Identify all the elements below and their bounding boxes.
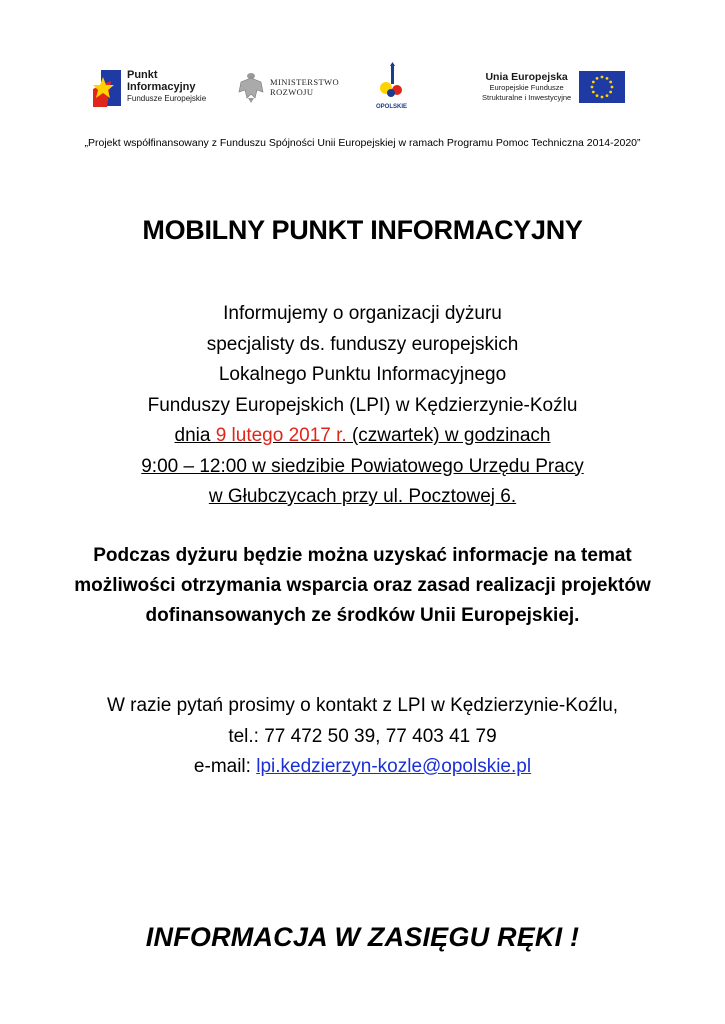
opolskie-logo: [376, 62, 407, 112]
eu-flag-icon: [579, 71, 625, 103]
logo-bar: [0, 62, 725, 122]
support-line-3: dofinansowanych ze środków Unii Europejskiej.: [145, 605, 580, 626]
project-cofinancing-note: „Projekt współfinansowany z Funduszu Spójności Unii Europejskiej w ramach Programu Pomoc Techniczna 2014-2020”: [84, 137, 641, 149]
email-link[interactable]: lpi.kedzierzyn-kozle@opolskie.pl: [256, 756, 532, 777]
info-line-2: specjalisty ds. funduszy europejskich: [206, 333, 519, 355]
opolskie-emblem-icon: [377, 62, 407, 103]
page-title: MOBILNY PUNKT INFORMACYJNY: [142, 215, 583, 245]
support-line-2: możliwości otrzymania wsparcia oraz zasad realizacji projektów: [74, 575, 651, 596]
info-line-5-prefix: dnia: [174, 425, 216, 446]
contact-line-1: W razie pytań prosimy o kontakt z LPI w Kędzierzynie-Koźlu,: [106, 695, 619, 716]
contact-paragraph: [0, 691, 725, 783]
ministerstwo-rozwoju-logo: [238, 62, 339, 112]
opolskie-label: OPOLSKIE: [376, 104, 408, 110]
support-info-paragraph: [0, 541, 725, 631]
punkt-informacyjny-logo: [93, 62, 206, 112]
eagle-emblem-icon: [238, 70, 264, 104]
punkt-informacyjny-mark-icon: [93, 67, 123, 107]
email-label: e-mail:: [193, 756, 257, 777]
ue-line-3: Strukturalne i Inwestycyjne: [482, 92, 572, 102]
info-line-3: Lokalnego Punktu Informacyjnego: [218, 364, 507, 385]
event-date: 9 lutego 2017 r.: [215, 425, 347, 446]
info-line-5-suffix: (czwartek) w godzinach: [346, 425, 551, 446]
ministerstwo-line-2: ROZWOJU: [270, 87, 314, 97]
ue-line-1: Unia Europejska: [485, 70, 568, 83]
footer-slogan: INFORMACJA W ZASIĘGU RĘKI !: [145, 922, 580, 952]
punkt-line-3: Fundusze Europejskie: [127, 94, 207, 103]
info-line-7: w Głubczycach przy ul. Pocztowej 6.: [208, 486, 517, 507]
unia-europejska-logo: [482, 62, 625, 112]
ue-line-2: Europejskie Fundusze: [489, 82, 564, 92]
info-line-1: Informujemy o organizacji dyżuru: [223, 303, 502, 324]
punkt-line-1: Punkt: [127, 69, 158, 81]
contact-phone: tel.: 77 472 50 39, 77 403 41 79: [228, 725, 497, 747]
ministerstwo-line-1: MINISTERSTWO: [270, 77, 340, 87]
contact-email-line: [0, 752, 725, 783]
info-paragraph: [0, 299, 725, 513]
info-line-5: [0, 421, 725, 452]
info-line-4: Funduszy Europejskich (LPI) w Kędzierzynie-Koźlu: [147, 394, 578, 416]
punkt-line-2: Informacyjny: [127, 81, 196, 93]
support-line-1: Podczas dyżuru będzie można uzyskać informacje na temat: [93, 545, 632, 566]
info-line-6: 9:00 – 12:00 w siedzibie Powiatowego Urzędu Pracy: [141, 455, 584, 477]
